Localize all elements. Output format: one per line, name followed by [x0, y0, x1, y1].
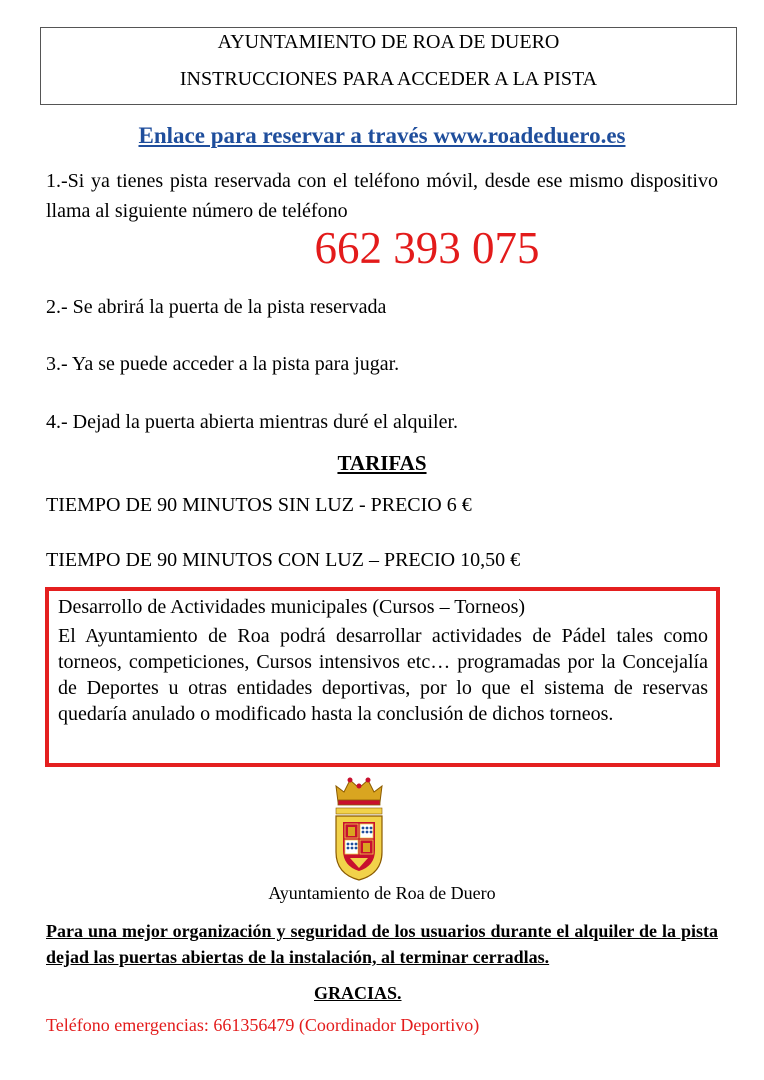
header-subtitle: INSTRUCCIONES PARA ACCEDER A LA PISTA	[179, 68, 598, 90]
coat-of-arms-icon	[330, 774, 388, 882]
doors-notice: Para una mejor organización y seguridad de los usuarios durante el alquiler de la pista dejad las puertas abiertas de la instalación, al terminar cerradlas.	[46, 921, 718, 967]
activities-body: El Ayuntamiento de Roa podrá desarrollar actividades de Pádel tales como torneos, competiciones, Cursos intensivos etc… programadas por la Concejalía de Deportes u otras entidades deportivas, por lo que el sistema de reservas quedaría anulado o modificado hasta la conclusión de dichos torneos.	[58, 625, 708, 725]
step-1-text: 1.-Si ya tienes pista reservada con el teléfono móvil, desde ese mismo dispositivo llama al siguiente número de teléfono	[46, 170, 718, 222]
step-3-text: 3.- Ya se puede acceder a la pista para jugar.	[46, 353, 400, 375]
step-4-text: 4.- Dejad la puerta abierta mientras duré el alquiler.	[46, 411, 459, 433]
tarifas-heading: TARIFAS	[337, 451, 427, 475]
phone-number: 662 393 075	[314, 223, 540, 273]
header-title: AYUNTAMIENTO DE ROA DE DUERO	[217, 31, 560, 53]
activities-box	[45, 587, 720, 767]
crest-caption: Ayuntamiento de Roa de Duero	[268, 883, 496, 903]
booking-link[interactable]: Enlace para reservar a través www.roadeduero.es	[138, 123, 626, 148]
activities-title: Desarrollo de Actividades municipales (Cursos – Torneos)	[58, 596, 526, 618]
rate-with-light: TIEMPO DE 90 MINUTOS CON LUZ – PRECIO 10,50 €	[46, 549, 521, 571]
rate-without-light: TIEMPO DE 90 MINUTOS SIN LUZ - PRECIO 6 €	[46, 494, 472, 516]
emergency-phone: Teléfono emergencias: 661356479 (Coordinador Deportivo)	[46, 1015, 480, 1035]
thanks-text: GRACIAS.	[314, 983, 402, 1003]
header-box	[40, 27, 737, 105]
step-2-text: 2.- Se abrirá la puerta de la pista reservada	[46, 296, 387, 318]
